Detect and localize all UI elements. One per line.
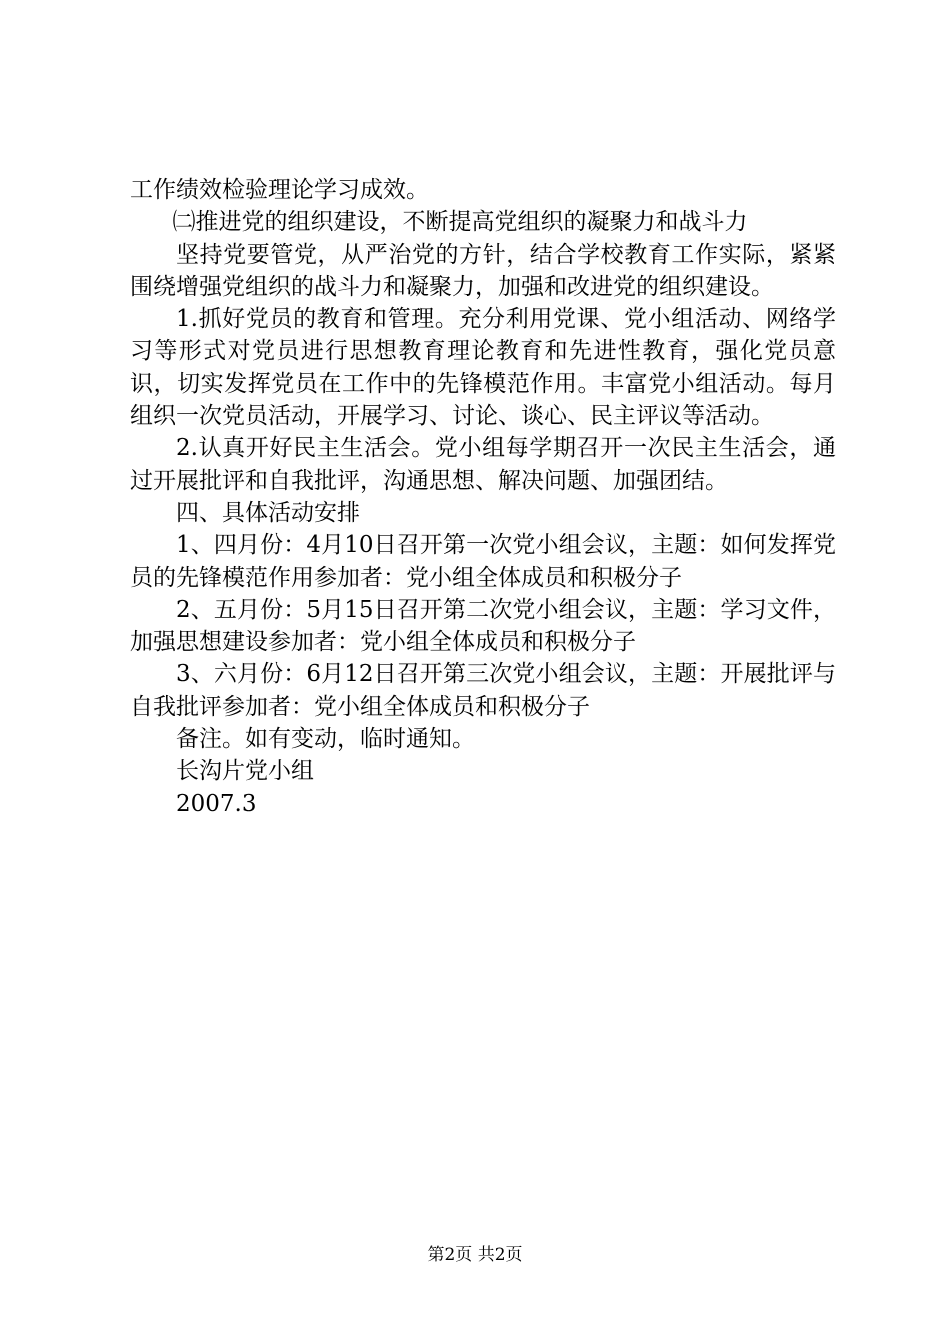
page-footer xyxy=(0,1244,950,1266)
signature-group: 长沟片党小组 xyxy=(176,758,314,785)
section-heading-organization: ㈡推进党的组织建设，不断提高党组织的凝聚力和战斗力 xyxy=(172,209,748,236)
paragraph-continuation: 工作绩效检验理论学习成效。 xyxy=(130,177,429,203)
page-number-label: 第2页 共2页 xyxy=(427,1245,523,1265)
paragraph-item-2: 2.认真开好民主生活会。党小组每学期召开一次民主生活会，通过开展批评和自我批评，沟通思想、解决问题、加强团结。 xyxy=(130,435,836,494)
signature-date: 2007.3 xyxy=(176,790,257,817)
section-heading-activities: 四、具体活动安排 xyxy=(176,499,360,526)
paragraph-principle: 坚持党要管党，从严治党的方针，结合学校教育工作实际，紧紧围绕增强党组织的战斗力和凝聚力，加强和改进党的组织建设。 xyxy=(130,241,836,300)
activity-june: 3、六月份：6月12日召开第三次党小组会议，主题：开展批评与自我批评参加者：党小组全体成员和积极分子 xyxy=(130,661,836,720)
activity-april: 1、四月份：4月10日召开第一次党小组会议，主题：如何发挥党员的先锋模范作用参加者：党小组全体成员和积极分子 xyxy=(130,532,836,591)
document-body xyxy=(130,174,836,820)
activity-may: 2、五月份：5月15日召开第二次党小组会议，主题：学习文件，加强思想建设参加者：党小组全体成员和积极分子 xyxy=(130,596,836,656)
paragraph-item-1: 1.抓好党员的教育和管理。充分利用党课、党小组活动、网络学习等形式对党员进行思想教育理论教育和先进性教育，强化党员意识，切实发挥党员在工作中的先锋模范作用。丰富党小组活动。每月组织一次党员活动，开展学习、讨论、谈心、民主评议等活动。 xyxy=(130,306,836,430)
remark: 备注。如有变动，临时通知。 xyxy=(176,726,475,753)
